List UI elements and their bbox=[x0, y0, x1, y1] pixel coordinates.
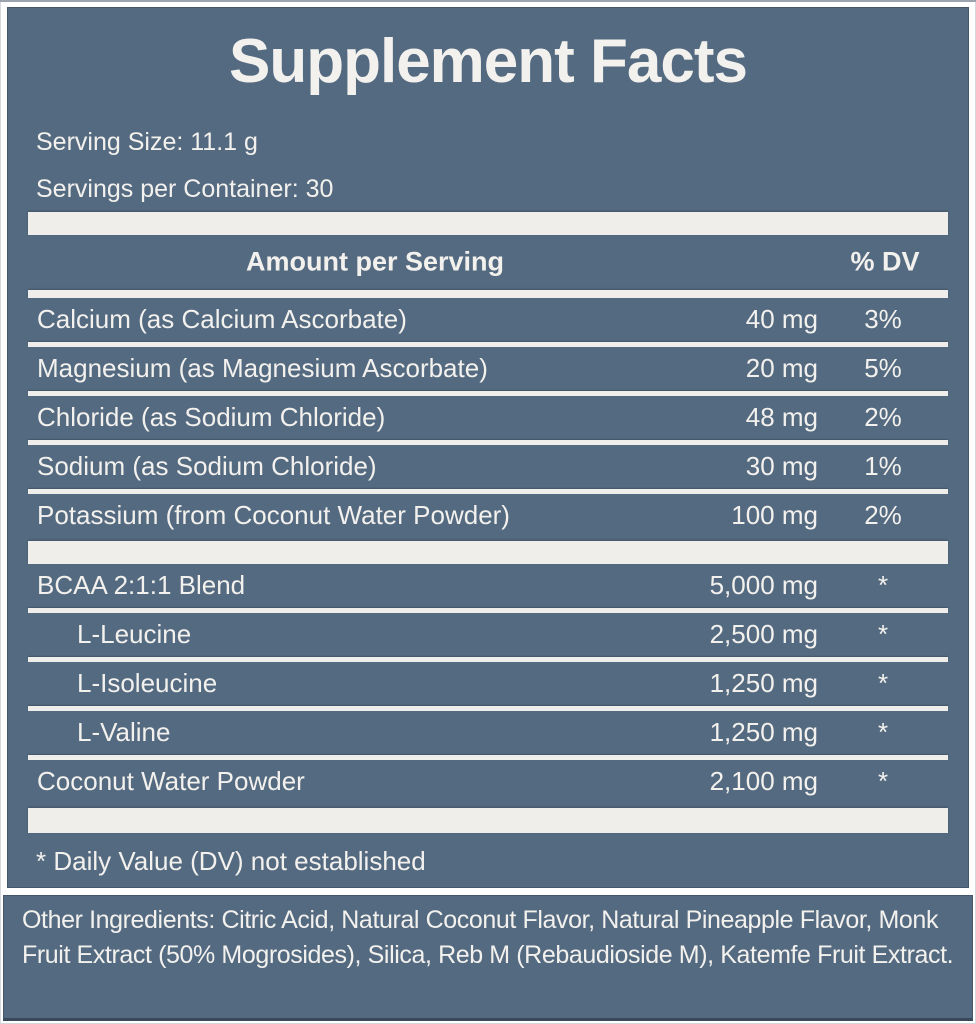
nutrient-amount: 5,000 mg bbox=[709, 570, 818, 601]
table-row bbox=[28, 613, 948, 657]
nutrient-name: Coconut Water Powder bbox=[37, 766, 305, 797]
nutrient-amount: 2,500 mg bbox=[709, 619, 818, 650]
table-row bbox=[28, 396, 948, 440]
table-header-row bbox=[8, 235, 968, 290]
nutrient-amount: 2,100 mg bbox=[709, 766, 818, 797]
nutrient-amount: 1,250 mg bbox=[709, 668, 818, 699]
section-bar bbox=[28, 212, 948, 235]
nutrient-name: Magnesium (as Magnesium Ascorbate) bbox=[37, 353, 488, 384]
table-row bbox=[28, 662, 948, 706]
nutrient-dv: 5% bbox=[864, 353, 902, 384]
nutrient-dv: 2% bbox=[864, 500, 902, 531]
serving-size-text: Serving Size: 11.1 g bbox=[36, 127, 258, 156]
nutrient-dv: 1% bbox=[864, 451, 902, 482]
other-ingredients-text: Other Ingredients: Citric Acid, Natural Coconut Flavor, Natural Pineapple Flavor, Monk Fruit Extract (50% Mogrosides), Silica, Reb M (Rebaudioside M), Katemfe Fruit Extract. bbox=[22, 906, 954, 969]
table-row bbox=[28, 494, 948, 538]
page-title: Supplement Facts bbox=[229, 27, 747, 96]
supplement-facts-panel bbox=[7, 7, 969, 888]
table-row bbox=[28, 564, 948, 608]
nutrient-dv: 2% bbox=[864, 402, 902, 433]
nutrient-name: L-Valine bbox=[77, 717, 171, 748]
nutrient-amount: 40 mg bbox=[745, 304, 818, 335]
nutrient-name: L-Isoleucine bbox=[77, 668, 218, 699]
nutrient-name: Potassium (from Coconut Water Powder) bbox=[37, 500, 510, 531]
nutrient-amount: 100 mg bbox=[731, 500, 818, 531]
section-bar bbox=[28, 808, 948, 833]
nutrient-amount: 48 mg bbox=[745, 402, 818, 433]
table-row bbox=[28, 347, 948, 391]
other-ingredients-panel bbox=[3, 895, 973, 1021]
dv-footnote: * Daily Value (DV) not established bbox=[36, 845, 426, 876]
percent-dv-header: % DV bbox=[850, 246, 920, 277]
nutrient-dv: * bbox=[877, 766, 889, 797]
nutrient-dv: * bbox=[877, 619, 889, 650]
section-bar bbox=[28, 541, 948, 564]
nutrient-dv: * bbox=[877, 570, 889, 601]
table-row bbox=[28, 711, 948, 755]
nutrient-amount: 20 mg bbox=[745, 353, 818, 384]
nutrient-amount: 1,250 mg bbox=[709, 717, 818, 748]
table-row bbox=[28, 298, 948, 342]
nutrient-dv: * bbox=[877, 717, 889, 748]
nutrient-dv: 3% bbox=[864, 304, 902, 335]
header-underline-bar bbox=[28, 290, 948, 298]
servings-per-container-text: Servings per Container: 30 bbox=[36, 174, 334, 203]
nutrient-name: Calcium (as Calcium Ascorbate) bbox=[37, 304, 407, 335]
table-row bbox=[28, 445, 948, 489]
table-row bbox=[28, 760, 948, 804]
nutrient-dv: * bbox=[877, 668, 889, 699]
nutrient-name: Sodium (as Sodium Chloride) bbox=[37, 451, 377, 482]
nutrient-amount: 30 mg bbox=[745, 451, 818, 482]
nutrient-name: BCAA 2:1:1 Blend bbox=[37, 570, 246, 601]
nutrient-name: L-Leucine bbox=[77, 619, 192, 650]
amount-per-serving-header: Amount per Serving bbox=[246, 246, 505, 277]
nutrient-name: Chloride (as Sodium Chloride) bbox=[37, 402, 386, 433]
